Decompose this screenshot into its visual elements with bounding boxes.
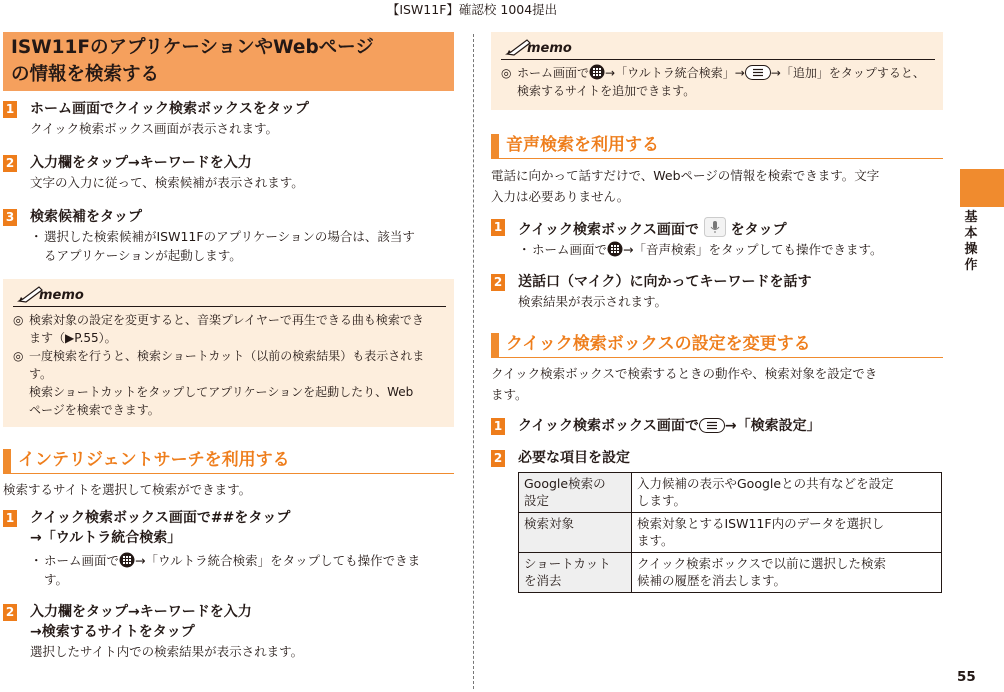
section-intro bbox=[491, 363, 943, 405]
memo-line: ◎ 検索対象の設定を変更すると、音楽プレイヤーで再生できる曲も検索でき bbox=[29, 313, 424, 327]
chapter-label: 基本操作 bbox=[964, 210, 978, 273]
value-line: 候補の履歴を消去します。 bbox=[637, 573, 787, 588]
step-title: 入力欄をタップ→キーワードを入力 bbox=[30, 155, 252, 171]
section-heading-voice-search: 音声検索を利用する bbox=[491, 134, 943, 159]
memo-box bbox=[3, 279, 454, 427]
bullet-line: るアプリケーションが起動します。 bbox=[44, 248, 242, 263]
page-title bbox=[3, 32, 454, 91]
step-body: 文字の入力に従って、検索候補が表示されます。 bbox=[30, 175, 304, 190]
memo-box bbox=[491, 32, 943, 110]
microphone-icon bbox=[704, 217, 726, 237]
step-title-text: クイック検索ボックス画面で bbox=[518, 418, 699, 434]
step-title bbox=[518, 217, 943, 240]
memo-line bbox=[517, 64, 935, 82]
table-row bbox=[519, 473, 942, 513]
step-title: →「ウルトラ統合検索」 bbox=[30, 530, 182, 546]
memo-item bbox=[501, 64, 935, 100]
key-line: Google検索の bbox=[524, 476, 606, 491]
step-number: 1 bbox=[3, 510, 17, 527]
step-number: 1 bbox=[491, 418, 505, 435]
step-2 bbox=[491, 448, 943, 468]
step-1 bbox=[491, 217, 943, 259]
step-bullet bbox=[518, 240, 943, 259]
bullet-text: →「ウルトラ統合検索」をタップしても操作できま bbox=[135, 553, 421, 568]
left-column bbox=[3, 32, 454, 661]
step-1 bbox=[3, 508, 454, 589]
apps-grid-icon bbox=[119, 552, 135, 568]
chapter-tab bbox=[960, 169, 1004, 207]
step-bullet bbox=[30, 551, 454, 589]
memo-text: →「追加」をタップすると、 bbox=[770, 66, 925, 80]
menu-key-icon bbox=[699, 418, 725, 433]
memo-line[interactable]: ます（▶P.55）。 bbox=[29, 331, 117, 345]
section-intro: 検索するサイトを選択して検索ができます。 bbox=[3, 482, 252, 497]
table-value bbox=[632, 553, 942, 593]
column-divider bbox=[473, 34, 474, 689]
step-title: 必要な項目を設定 bbox=[518, 450, 630, 466]
bullet-line bbox=[44, 551, 454, 570]
step-body: 選択したサイト内での検索結果が表示されます。 bbox=[30, 644, 304, 659]
bullet-line bbox=[532, 240, 943, 259]
memo-label: memo bbox=[39, 288, 84, 303]
memo-text: →「ウルトラ統合検索」→ bbox=[605, 66, 745, 80]
memo-header bbox=[13, 287, 446, 307]
table-row bbox=[519, 513, 942, 553]
step-body: 検索結果が表示されます。 bbox=[518, 294, 668, 309]
step-2 bbox=[3, 602, 454, 661]
key-line: 検索対象 bbox=[524, 516, 575, 531]
memo-item bbox=[13, 347, 446, 419]
step-number: 3 bbox=[3, 209, 17, 226]
step-number: 2 bbox=[3, 155, 17, 172]
step-title: 検索候補をタップ bbox=[30, 209, 142, 225]
step-title: クイック検索ボックス画面で##をタップ bbox=[30, 510, 291, 526]
settings-table bbox=[518, 472, 942, 593]
bullet-text: ホーム画面で bbox=[532, 242, 608, 257]
print-header: 【ISW11F】確認校 1004提出 bbox=[386, 2, 558, 17]
step-bullet bbox=[30, 227, 454, 265]
menu-key-icon bbox=[745, 65, 771, 80]
step-title bbox=[518, 416, 943, 436]
table-key bbox=[519, 553, 632, 593]
step-body: クイック検索ボックス画面が表示されます。 bbox=[30, 121, 279, 136]
value-line: 検索対象とするISW11F内のデータを選択し bbox=[637, 516, 885, 531]
memo-header bbox=[501, 40, 935, 60]
step-2 bbox=[491, 272, 943, 311]
bullet-line: す。 bbox=[44, 572, 69, 587]
intro-line: 電話に向かって話すだけで、Webページの情報を検索できます。文字 bbox=[491, 168, 880, 183]
apps-grid-icon bbox=[589, 64, 605, 80]
bullet-line: ・ 選択した検索候補がISW11Fのアプリケーションの場合は、該当す bbox=[44, 229, 415, 244]
step-title: ホーム画面でクイック検索ボックスをタップ bbox=[30, 101, 309, 117]
step-number: 2 bbox=[491, 450, 505, 467]
intro-line: ます。 bbox=[491, 387, 528, 402]
step-title-text: をタップ bbox=[730, 222, 787, 238]
step-1 bbox=[491, 416, 943, 436]
bullet-text: →「音声検索」をタップしても操作できます。 bbox=[623, 242, 883, 257]
bullet-text: ホーム画面で bbox=[44, 553, 120, 568]
table-row bbox=[519, 553, 942, 593]
page-number: 55 bbox=[957, 669, 976, 685]
page-title-line1: ISW11FのアプリケーションやWebページ bbox=[11, 37, 374, 58]
step-number: 1 bbox=[3, 101, 17, 118]
intro-line: 入力は必要ありません。 bbox=[491, 189, 630, 204]
memo-item bbox=[13, 311, 446, 347]
memo-line: 検索ショートカットをタップしてアプリケーションを起動したり、Web bbox=[29, 385, 414, 399]
table-value bbox=[632, 513, 942, 553]
step-1 bbox=[3, 99, 454, 138]
memo-line: 検索するサイトを追加できます。 bbox=[517, 84, 696, 98]
step-title: 入力欄をタップ→キーワードを入力 bbox=[30, 604, 252, 620]
step-3 bbox=[3, 207, 454, 265]
table-value bbox=[632, 473, 942, 513]
step-title: →検索するサイトをタップ bbox=[30, 624, 195, 640]
section-intro bbox=[491, 165, 943, 207]
memo-label: memo bbox=[527, 41, 572, 56]
memo-line: ページを検索できます。 bbox=[29, 403, 160, 417]
step-title-text: クイック検索ボックス画面で bbox=[518, 222, 699, 238]
step-number: 2 bbox=[491, 274, 505, 291]
memo-line: ◎ 一度検索を行うと、検索ショートカット（以前の検索結果）も表示されます。 bbox=[29, 349, 425, 381]
value-line: ます。 bbox=[637, 533, 674, 548]
key-line: 設定 bbox=[524, 493, 550, 508]
page-title-line2: の情報を検索する bbox=[11, 64, 160, 85]
memo-text: ホーム画面で bbox=[517, 66, 590, 80]
section-heading-intelligent-search: インテリジェントサーチを利用する bbox=[3, 449, 454, 474]
key-line: ショートカット bbox=[524, 556, 611, 571]
section-heading-qsb-settings: クイック検索ボックスの設定を変更する bbox=[491, 333, 943, 358]
value-line: 入力候補の表示やGoogleとの共有などを設定 bbox=[637, 476, 894, 491]
value-line: クイック検索ボックスで以前に選択した検索 bbox=[637, 556, 887, 571]
step-number: 1 bbox=[491, 219, 505, 236]
intro-line: クイック検索ボックスで検索するときの動作や、検索対象を設定でき bbox=[491, 366, 878, 381]
step-title-text: →「検索設定」 bbox=[724, 418, 821, 434]
right-column bbox=[491, 32, 943, 593]
apps-grid-icon bbox=[607, 241, 623, 257]
value-line: します。 bbox=[637, 493, 687, 508]
key-line: を消去 bbox=[524, 573, 562, 588]
step-number: 2 bbox=[3, 604, 17, 621]
table-key bbox=[519, 513, 632, 553]
step-2 bbox=[3, 153, 454, 192]
step-title: 送話口（マイク）に向かってキーワードを話す bbox=[518, 274, 812, 290]
table-key bbox=[519, 473, 632, 513]
